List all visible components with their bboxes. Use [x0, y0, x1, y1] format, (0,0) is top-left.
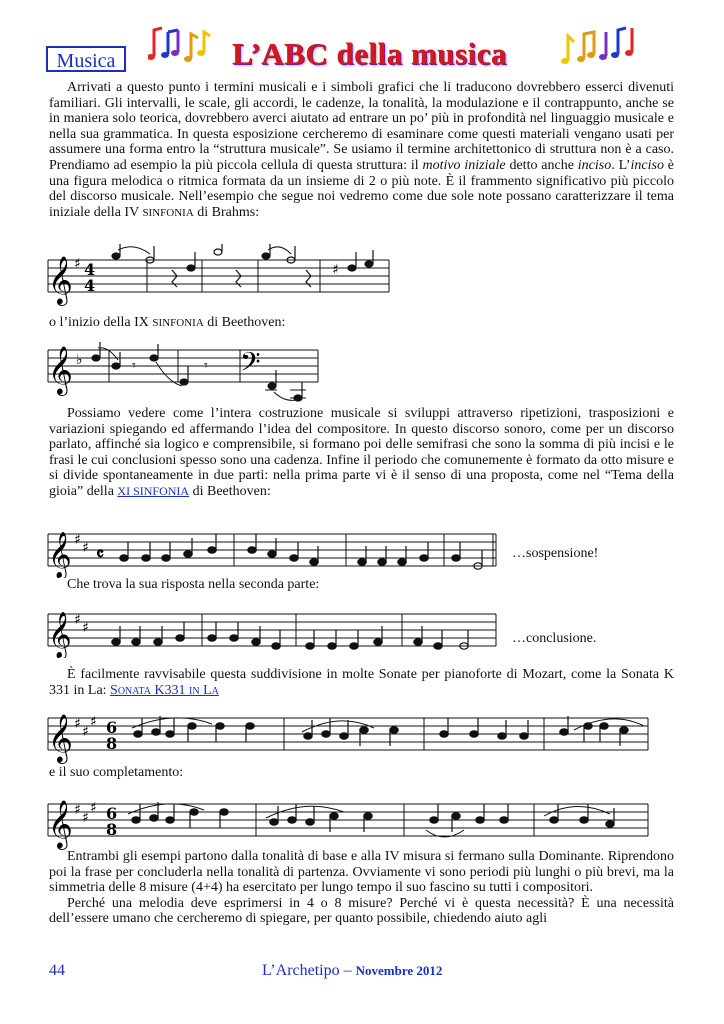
- note-head: [470, 718, 478, 737]
- note-head: [520, 720, 528, 739]
- svg-text:♯: ♯: [332, 262, 339, 278]
- note-head: [246, 723, 254, 742]
- note-head: [208, 622, 216, 641]
- svg-text:𝄞: 𝄞: [48, 612, 72, 658]
- note-head: [166, 804, 174, 823]
- note-head: [306, 806, 314, 825]
- time-sig-top: 6: [106, 718, 118, 737]
- note-head: [330, 813, 338, 832]
- svg-text:𝄢: 𝄢: [240, 346, 261, 384]
- music-notes-left-icon: [148, 22, 214, 70]
- svg-text:♯: ♯: [82, 620, 89, 636]
- note-head: [142, 542, 150, 561]
- link-xi-sinfonia[interactable]: XI SINFONIA: [117, 483, 190, 498]
- note-head: [288, 804, 296, 823]
- note-head: [550, 804, 558, 823]
- label-conclusione: …conclusione.: [512, 631, 597, 646]
- note-head: [132, 804, 140, 823]
- svg-text:𝄞: 𝄞: [48, 532, 72, 578]
- svg-text:♯: ♯: [74, 532, 81, 548]
- svg-text:♯: ♯: [90, 714, 97, 730]
- note-head: [154, 626, 162, 645]
- svg-text:𝄞: 𝄞: [48, 345, 73, 394]
- note-head: [252, 626, 260, 645]
- note-head: [364, 813, 372, 832]
- note-head: [220, 809, 228, 828]
- caption-completamento: e il suo completamento:: [49, 765, 184, 780]
- note-head: [420, 542, 428, 561]
- svg-text:♯: ♯: [82, 810, 89, 826]
- svg-text:♯: ♯: [82, 724, 89, 740]
- note-head: [166, 718, 174, 737]
- note-head: [184, 538, 192, 557]
- note-head: [188, 723, 196, 742]
- note-head: [248, 534, 256, 553]
- note-head: [500, 804, 508, 823]
- note-head: [162, 542, 170, 561]
- svg-text:𝄴: 𝄴: [96, 544, 105, 565]
- svg-text:♯: ♯: [74, 612, 81, 628]
- note-head: [440, 718, 448, 737]
- mozart-k331-score: [44, 704, 654, 764]
- note-head: [230, 622, 238, 641]
- note-head: [306, 630, 314, 649]
- svg-text:𝄞: 𝄞: [48, 799, 73, 848]
- beethoven-ix-score: [44, 336, 334, 402]
- note-head: [434, 630, 442, 649]
- svg-text:♯: ♯: [74, 716, 81, 732]
- note-head: [390, 727, 398, 746]
- note-head: [476, 804, 484, 823]
- note-head: [134, 718, 142, 737]
- note-head: [350, 630, 358, 649]
- label-sospensione: …sospensione!: [512, 546, 599, 561]
- note-head: [360, 727, 368, 746]
- note-head: [310, 546, 318, 565]
- note-head: [322, 718, 330, 737]
- time-sig-bottom: 4: [84, 276, 96, 295]
- page-number: 44: [49, 962, 65, 979]
- page-title: L’ABC della musica: [232, 36, 507, 71]
- note-head: [414, 626, 422, 645]
- note-head: [208, 534, 216, 553]
- section-badge: Musica: [46, 46, 126, 72]
- svg-text:𝄞: 𝄞: [48, 255, 73, 304]
- note-head: [190, 809, 198, 828]
- note-head: [216, 723, 224, 742]
- note-head: [272, 630, 280, 649]
- note-head: [340, 720, 348, 739]
- note-head: [584, 723, 592, 742]
- caption-beethoven-ix: o l’inizio della IX SINFONIA di Beethoven:: [49, 315, 286, 330]
- time-sig-bottom: 8: [106, 734, 118, 753]
- note-head: [398, 546, 406, 565]
- closing-paragraphs: Entrambi gli esempi partono dalla tonalità di base e alla IV misura si fermano sulla Dominante. Riprendono poi la frase per concluderla nella tonalità di partenza. Ovviamente vi sono periodi più lunghi o più brevi, ma la simmetria delle 8 misure (4+4) ha esercitato per lungo tempo il suo fascino su tutti i compositori. Perché una melodia deve esprimersi in 4 o 8 misure? Perché vi è questa necessità? È una necessità dell’essere umano che cercheremo di spiegare, per quanto possibile, chiedendo aiuto agli: [49, 849, 674, 927]
- note-head: [620, 727, 628, 746]
- svg-text:♯: ♯: [74, 802, 81, 818]
- note-head: [452, 542, 460, 561]
- tema-gioia-risposta-score: [44, 602, 504, 658]
- svg-text:𝄾: 𝄾: [204, 358, 208, 374]
- note-head: [112, 626, 120, 645]
- note-head: [132, 626, 140, 645]
- intro-paragraph: Arrivati a questo punto i termini musicali e i simboli grafici che li traducono dovrebbero esserci divenuti familiari. Gli intervalli, le scale, gli accordi, le cadenze, la tonalità, la modulazione e il contrappunto, anche se in maniera solo teorica, dovrebbero averci aiutato ad entrare un po’ più in profondità nel linguaggio musicale e nella sua grammatica. In questa esposizione cercheremo di esaminare come questi materiali vengano usati per assumere una forma entro la “struttura musicale”. Se usiamo il termine architettonico di struttura non è a caso. Prendiamo ad esempio la più piccola cellula di questa struttura: il motivo iniziale detto anche inciso. L’inciso è una figura melodica o ritmica formata da un insieme di 2 o più note. È il frammento significativo più piccolo del discorso musicale. Nell’esempio che segue noi vedremo come due sole note possano caratterizzare il tema iniziale della IV SINFONIA di Brahms:: [49, 80, 675, 220]
- note-head: [328, 630, 336, 649]
- time-sig-top: 4: [84, 260, 96, 279]
- svg-text:𝄞: 𝄞: [48, 713, 73, 762]
- mozart-k331-completamento-score: [44, 790, 654, 850]
- note-head: [378, 546, 386, 565]
- note-head: [452, 813, 460, 832]
- note-head: [268, 538, 276, 557]
- music-notes-right-icon: [560, 22, 640, 72]
- svg-text:♯: ♯: [82, 540, 89, 556]
- note-head: [176, 622, 184, 641]
- svg-text:♯: ♯: [74, 256, 81, 272]
- svg-text:♭: ♭: [76, 352, 83, 368]
- note-head: [498, 720, 506, 739]
- note-head: [120, 542, 128, 561]
- note-head: [358, 546, 366, 565]
- note-head: [600, 723, 608, 742]
- svg-text:𝄾: 𝄾: [132, 358, 136, 374]
- tema-gioia-proposta-score: [44, 522, 504, 578]
- time-sig-bottom: 8: [106, 820, 118, 839]
- link-sonata-k331[interactable]: Sonata K331 in La: [110, 682, 219, 698]
- note-head: [374, 626, 382, 645]
- structure-paragraph: Possiamo vedere come l’intera costruzione musicale si sviluppi attraverso ripetizioni, trasposizioni e variazioni spiegando ed affermando l’idea del compositore. In questo discorso sonoro, come per un discorso parlato, affinché sia logico e comprensibile, si formano poi delle semifrasi che sono la somma di più incisi e le frasi le cui conclusioni spesso sono una cadenza. Infine il periodo che comunemente è formato da otto misure e si divide spontaneamente in due parti: nella prima parte vi è il senso di una proposta, come nel “Tema della gioia” della XI SINFONIA di Beethoven:: [49, 406, 674, 499]
- time-sig-top: 6: [106, 804, 118, 823]
- svg-text:♯: ♯: [90, 800, 97, 816]
- footer-publication: L’Archetipo – Novembre 2012: [262, 962, 443, 979]
- mozart-paragraph: È facilmente ravvisabile questa suddivisione in molte Sonate per pianoforte di Mozart, come la Sonata K 331 in La: Sonata K331 in La: [49, 667, 674, 698]
- brahms-score: [44, 244, 404, 310]
- note-head: [290, 542, 298, 561]
- note-head: [430, 804, 438, 823]
- note-head: [606, 808, 614, 827]
- caption-risposta: Che trova la sua risposta nella seconda parte:: [67, 577, 320, 592]
